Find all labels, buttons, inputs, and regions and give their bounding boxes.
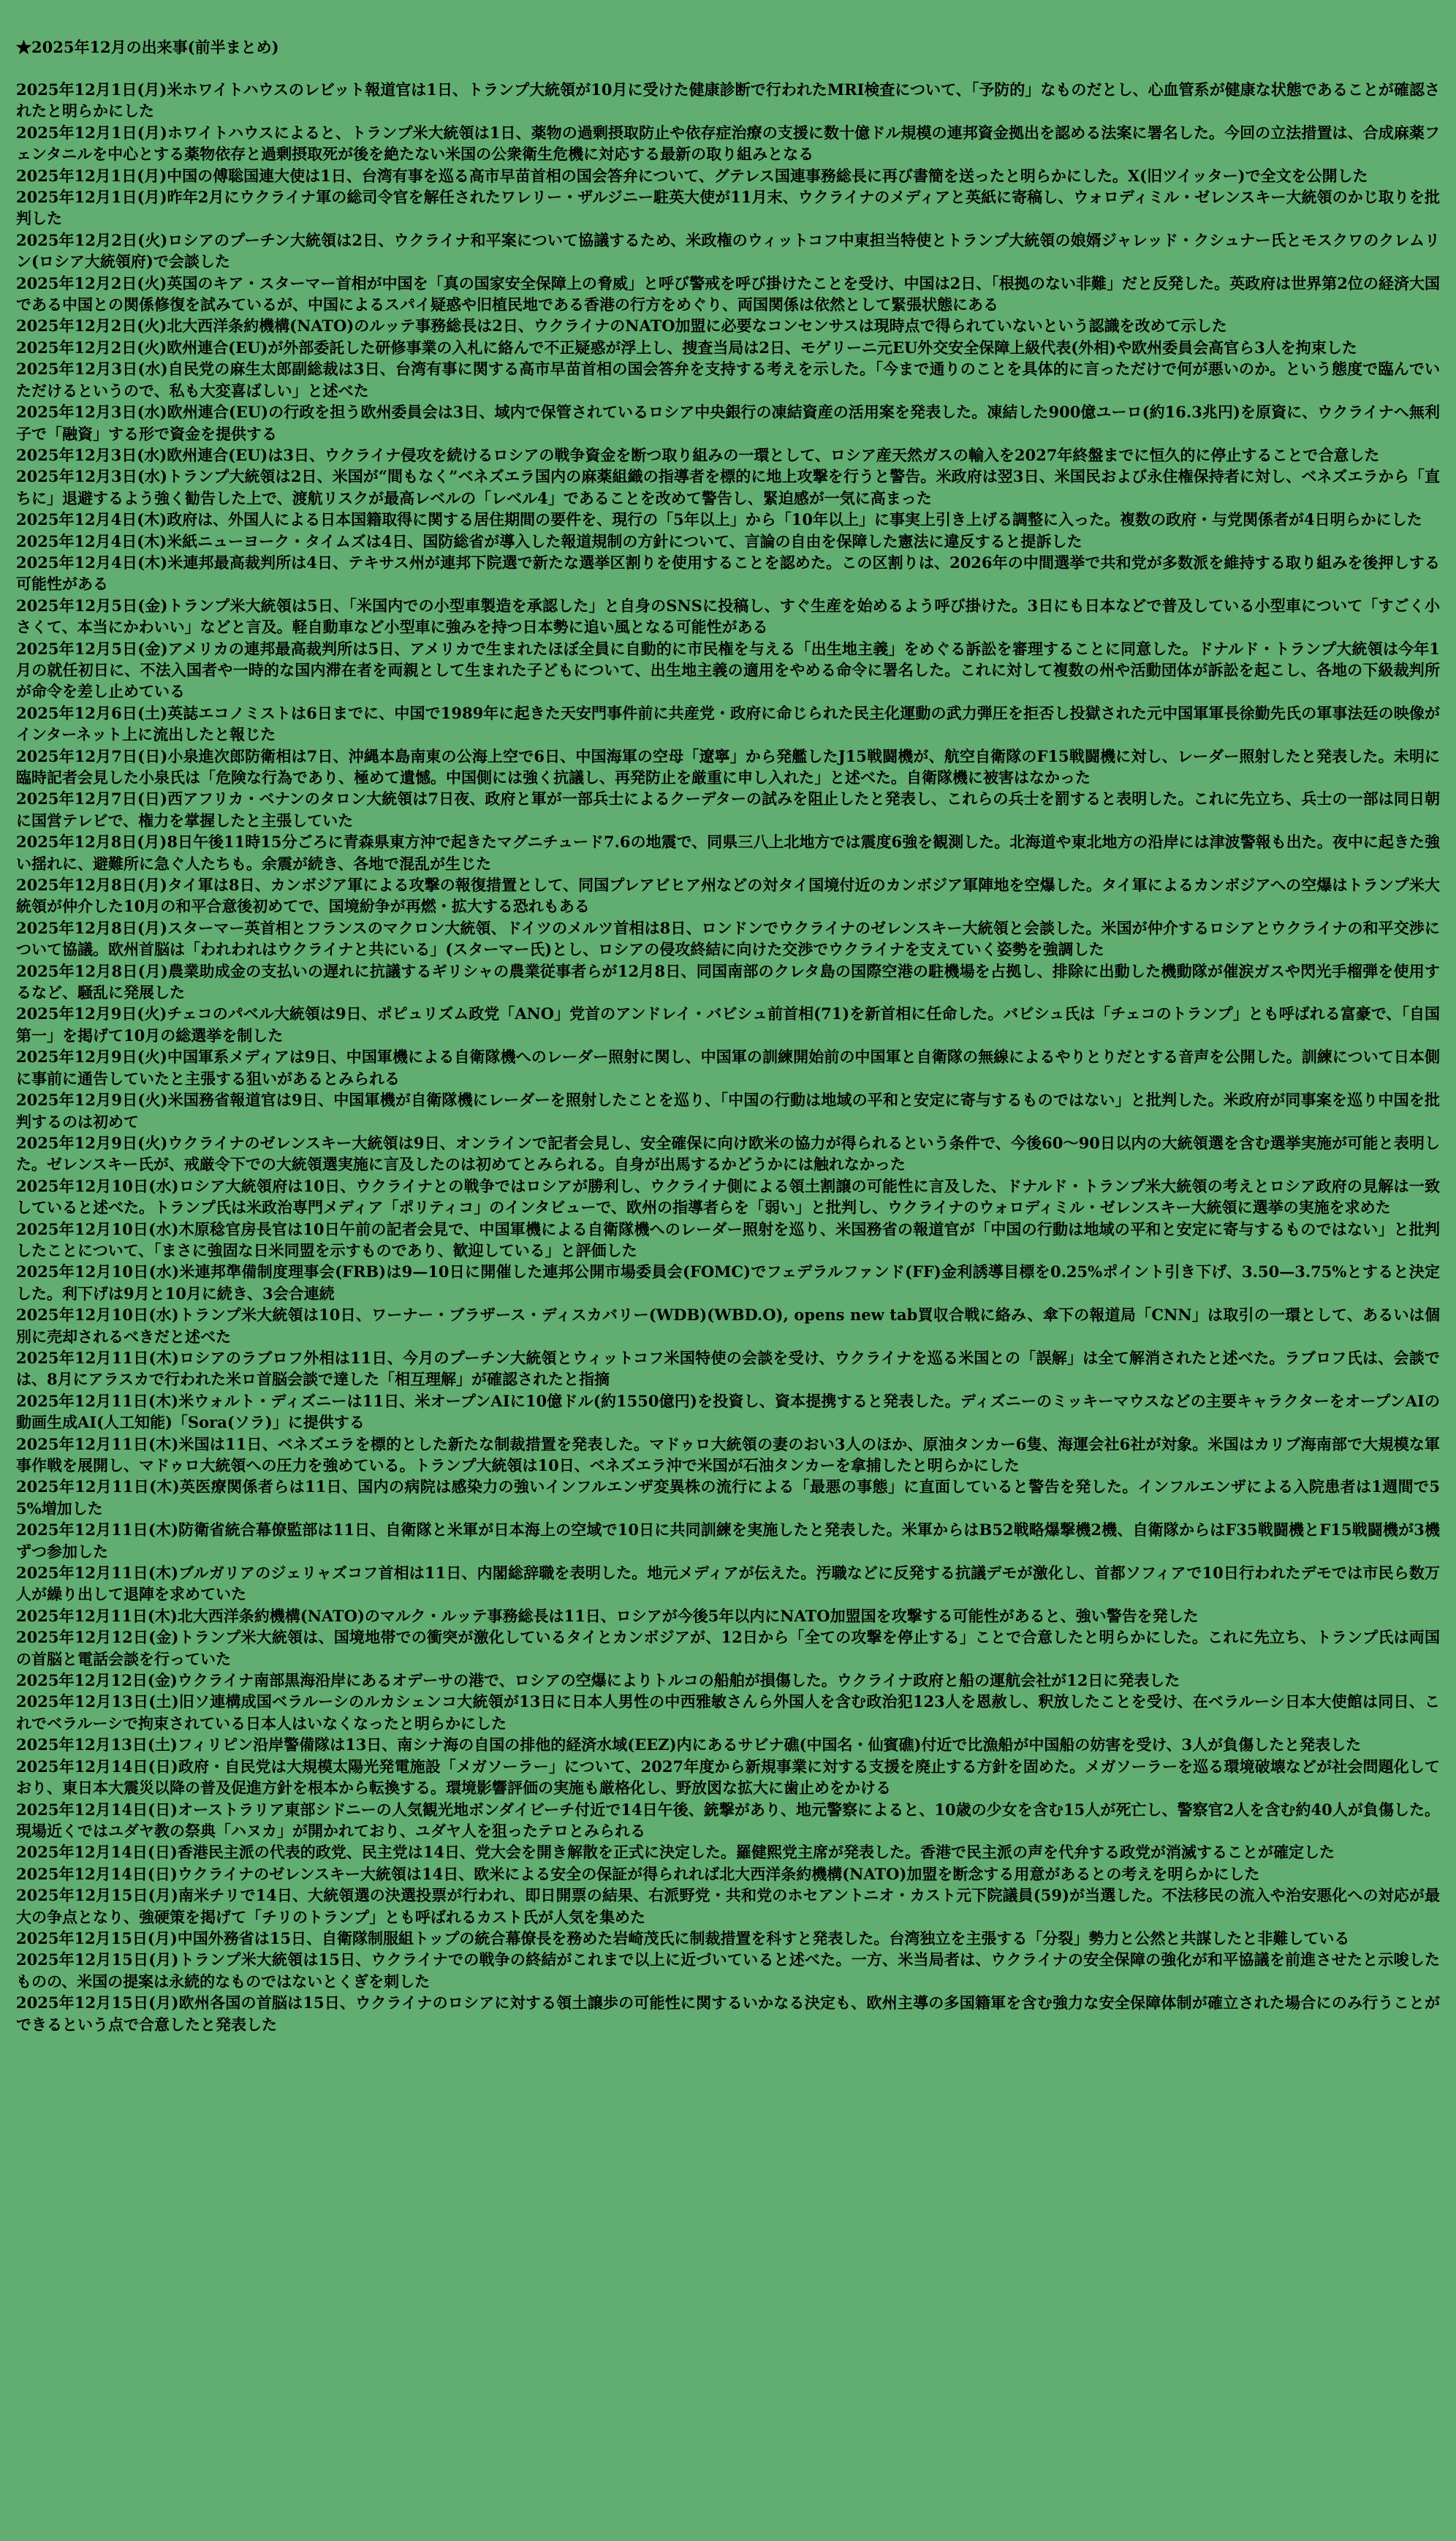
news-entry: 2025年12月10日(水)米連邦準備制度理事会(FRB)は9—10日に開催した連邦公開市場委員会(FOMC)でフェデラルファンド(FF)金利誘導目標を0.25%ポイント引き下げ、3.50—3.75%とすると決定した。利下げは9月と10月に続き、3会合連続 — [16, 1262, 1440, 1303]
news-entry: 2025年12月5日(金)トランプ米大統領は5日、「米国内での小型車製造を承認した」と自身のSNSに投稿し、すぐ生産を始めるよう呼び掛けた。3日にも日本などで普及している小型車について「すごく小さくて、本当にかわいい」などと言及。軽自動車など小型車に強みを持つ日本勢に追い風となる可能性がある — [16, 596, 1440, 637]
news-entry-list — [16, 79, 1440, 2035]
news-entry: 2025年12月2日(火)欧州連合(EU)が外部委託した研修事業の入札に絡んで不正疑惑が浮上し、捜査当局は2日、モゲリーニ元EU外交安全保障上級代表(外相)や欧州委員会高官ら3人を拘束した — [16, 338, 1357, 357]
news-entry: 2025年12月4日(木)政府は、外国人による日本国籍取得に関する居住期間の要件を、現行の「5年以上」から「10年以上」に事実上引き上げる調整に入った。複数の政府・与党関係者が4日明らかにした — [16, 510, 1422, 529]
news-entry: 2025年12月1日(月)中国の傅聡国連大使は1日、台湾有事を巡る高市早苗首相の国会答弁について、グテレス国連事務総長に再び書簡を送ったと明らかにした。X(旧ツイッター)で全文を公開した — [16, 166, 1368, 185]
news-entry: 2025年12月8日(月)8日午後11時15分ごろに青森県東方沖で起きたマグニチュード7.6の地震で、同県三八上北地方では震度6強を観測した。北海道や東北地方の沿岸には津波警報も出た。夜中に起きた強い揺れに、避難所に急ぐ人たちも。余震が続き、各地で混乱が生じた — [16, 833, 1440, 873]
news-entry: 2025年12月2日(火)英国のキア・スターマー首相が中国を「真の国家安全保障上の脅威」と呼び警戒を呼び掛けたことを受け、中国は2日、「根拠のない非難」だと反発した。英政府は世界第2位の経済大国である中国との関係修復を試みているが、中国によるスパイ疑惑や旧植民地である香港の行方をめぐり、両国関係は依然として緊張状態にある — [16, 273, 1440, 314]
news-entry: 2025年12月7日(日)西アフリカ・ベナンのタロン大統領は7日夜、政府と軍が一部兵士によるクーデターの試みを阻止したと発表し、これらの兵士を罰すると表明した。これに先立ち、兵士の一部は同日朝に国営テレビで、権力を掌握したと主張していた — [16, 789, 1440, 830]
news-entry: 2025年12月15日(月)南米チリで14日、大統領選の決選投票が行われ、即日開票の結果、右派野党・共和党のホセアントニオ・カスト元下院議員(59)が当選した。不法移民の流入や治安悪化への対応が最大の争点となり、強硬策を掲げて「チリのトランプ」とも呼ばれるカスト氏が人気を集めた — [16, 1886, 1440, 1926]
news-entry: 2025年12月15日(月)中国外務省は15日、自衛隊制服組トップの統合幕僚長を務めた岩崎茂氏に制裁措置を科すと発表した。台湾独立を主張する「分裂」勢力と公然と共謀したと非難している — [16, 1928, 1350, 1947]
news-entry: 2025年12月3日(水)欧州連合(EU)は3日、ウクライナ侵攻を続けるロシアの戦争資金を断つ取り組みの一環として、ロシア産天然ガスの輸入を2027年終盤までに恒久的に停止することで合意した — [16, 445, 1380, 464]
news-entry: 2025年12月2日(火)ロシアのプーチン大統領は2日、ウクライナ和平案について協議するため、米政権のウィットコフ中東担当特使とトランプ大統領の娘婿ジャレッド・クシュナー氏とモスクワのクレムリン(ロシア大統領府)で会談した — [16, 230, 1440, 271]
news-entry: 2025年12月3日(水)自民党の麻生太郎副総裁は3日、台湾有事に関する高市早苗首相の国会答弁を支持する考えを示した。「今まで通りのことを具体的に言っただけで何が悪いのか。という態度で臨んでいただけるというので、私も大変喜ばしい」と述べた — [16, 360, 1440, 400]
news-entry: 2025年12月11日(木)米ウォルト・ディズニーは11日、米オープンAIに10億ドル(約1550億円)を投資し、資本提携すると発表した。ディズニーのミッキーマウスなどの主要キャラクターをオープンAIの動画生成AI(人工知能)「Sora(ソラ)」に提供する — [16, 1391, 1440, 1432]
news-entry: 2025年12月11日(木)北大西洋条約機構(NATO)のマルク・ルッテ事務総長は11日、ロシアが今後5年以内にNATO加盟国を攻撃する可能性があると、強い警告を発した — [16, 1606, 1199, 1625]
news-entry: 2025年12月5日(金)アメリカの連邦最高裁判所は5日、アメリカで生まれたほぼ全員に自動的に市民権を与える「出生地主義」をめぐる訴訟を審理することに同意した。ドナルド・トランプ大統領は今年1月の就任初日に、不法入国者や一時的な国内滞在者を両親として生まれた子どもについて、出生地主義の適用をやめる命令に署名した。これに対して複数の州や活動団体が訴訟を起こし、各地の下級裁判所が命令を差し止めている — [16, 639, 1440, 701]
news-entry: 2025年12月14日(日)香港民主派の代表的政党、民主党は14日、党大会を開き解散を正式に決定した。羅健熙党主席が発表した。香港で民主派の声を代弁する政党が消滅することが確定した — [16, 1843, 1335, 1862]
news-entry: 2025年12月9日(火)中国軍系メディアは9日、中国軍機による自衛隊機へのレーダー照射に関し、中国軍の訓練開始前の中国軍と自衛隊の無線によるやりとりだとする音声を公開した。訓練について日本側に事前に通告していたと主張する狙いがあるとみられる — [16, 1048, 1440, 1088]
news-entry: 2025年12月6日(土)英誌エコノミストは6日までに、中国で1989年に起きた天安門事件前に共産党・政府に命じられた民主化運動の武力弾圧を拒否し投獄された元中国軍軍長徐勤先氏の軍事法廷の映像がインターネット上に流出したと報じた — [16, 703, 1440, 744]
news-entry: 2025年12月11日(木)米国は11日、ベネズエラを標的とした新たな制裁措置を発表した。マドゥロ大統領の妻のおい3人のほか、原油タンカー6隻、海運会社6社が対象。米国はカリブ海南部で大規模な軍事作戦を展開し、マドゥロ大統領への圧力を強めている。トランプ大統領は10日、ベネズエラ沖で米国が石油タンカーを拿捕したと明らかにした — [16, 1434, 1440, 1474]
page-title: ★2025年12月の出来事(前半まとめ) — [16, 38, 279, 56]
news-entry: 2025年12月13日(土)フィリピン沿岸警備隊は13日、南シナ海の自国の排他的経済水域(EEZ)内にあるサビナ礁(中国名・仙賓礁)付近で比漁船が中国船の妨害を受け、3人が負傷したと発表した — [16, 1735, 1362, 1754]
news-entry: 2025年12月10日(水)木原稔官房長官は10日午前の記者会見で、中国軍機による自衛隊機へのレーダー照射を巡り、米国務省の報道官が「中国の行動は地域の平和と安定に寄与するものではない」と批判したことについて、「まさに強固な日米同盟を示すものであり、歓迎している」と評価した — [16, 1219, 1440, 1260]
news-entry: 2025年12月7日(日)小泉進次郎防衛相は7日、沖縄本島南東の公海上空で6日、中国海軍の空母「遼寧」から発艦したJ15戦闘機が、航空自衛隊のF15戦闘機に対し、レーダー照射したと発表した。未明に臨時記者会見した小泉氏は「危険な行為であり、極めて遺憾。中国側には強く抗議し、再発防止を厳重に申し入れた」と述べた。自衛隊機に被害はなかった — [16, 746, 1440, 787]
news-entry: 2025年12月14日(日)オーストラリア東部シドニーの人気観光地ボンダイビーチ付近で14日午後、銃撃があり、地元警察によると、10歳の少女を含む15人が死亡し、警察官2人を含む約40人が負傷した。現場近くではユダヤ教の祭典「ハヌカ」が開かれており、ユダヤ人を狙ったテロとみられる — [16, 1800, 1440, 1840]
news-entry: 2025年12月1日(月)米ホワイトハウスのレビット報道官は1日、トランプ大統領が10月に受けた健康診断で行われたMRI検査について、「予防的」なものだとし、心血管系が健康な状態であることが確認されたと明らかにした — [16, 80, 1440, 121]
news-entry: 2025年12月8日(月)農業助成金の支払いの遅れに抗議するギリシャの農業従事者らが12月8日、同国南部のクレタ島の国際空港の駐機場を占拠し、排除に出動した機動隊が催涙ガスや閃光手榴弾を使用するなど、騒乱に発展した — [16, 961, 1440, 1002]
news-entry: 2025年12月3日(水)欧州連合(EU)の行政を担う欧州委員会は3日、域内で保管されているロシア中央銀行の凍結資産の活用案を発表した。凍結した900億ユーロ(約16.3兆円)を原資に、ウクライナへ無利子で「融資」する形で資金を提供する — [16, 403, 1440, 443]
news-entry: 2025年12月15日(月)トランプ米大統領は15日、ウクライナでの戦争の終結がこれまで以上に近づいていると述べた。一方、米当局者は、ウクライナの安全保障の強化が和平協議を前進させたと示唆したものの、米国の提案は永続的なものではないとくぎを刺した — [16, 1950, 1440, 1991]
news-entry: 2025年12月11日(木)ブルガリアのジェリャズコフ首相は11日、内閣総辞職を表明した。地元メディアが伝えた。汚職などに反発する抗議デモが激化し、首都ソフィアで10日行われたデモでは市民ら数万人が繰り出して退陣を求めていた — [16, 1564, 1440, 1604]
news-entry: 2025年12月12日(金)ウクライナ南部黒海沿岸にあるオデーサの港で、ロシアの空爆によりトルコの船舶が損傷した。ウクライナ政府と船の運航会社が12日に発表した — [16, 1671, 1180, 1690]
news-entry: 2025年12月9日(火)米国務省報道官は9日、中国軍機が自衛隊機にレーダーを照射したことを巡り、「中国の行動は地域の平和と安定に寄与するものではない」と批判した。米政府が同事案を巡り中国を批判するのは初めて — [16, 1091, 1440, 1131]
news-entry: 2025年12月11日(木)防衛省統合幕僚監部は11日、自衛隊と米軍が日本海上の空域で10日に共同訓練を実施したと発表した。米軍からはB52戦略爆撃機2機、自衛隊からはF35戦闘機とF15戦闘機が3機ずつ参加した — [16, 1521, 1440, 1561]
news-entry: 2025年12月9日(火)ウクライナのゼレンスキー大統領は9日、オンラインで記者会見し、安全確保に向け欧米の協力が得られるという条件で、今後60〜90日以内の大統領選を含む選挙実施が可能と表明した。ゼレンスキー氏が、戒厳令下での大統領選実施に言及したのは初めてとみられる。自身が出馬するかどうかには触れなかった — [16, 1133, 1440, 1174]
news-entry: 2025年12月10日(水)ロシア大統領府は10日、ウクライナとの戦争ではロシアが勝利し、ウクライナ側による領土割譲の可能性に言及した、ドナルド・トランプ米大統領の考えとロシア政府の見解は一致していると述べた。トランプ氏は米政治専門メディア「ポリティコ」のインタビューで、欧州の指導者らを「弱い」と批判し、ウクライナのウォロディミル・ゼレンスキー大統領に選挙の実施を求めた — [16, 1176, 1440, 1217]
news-entry: 2025年12月3日(水)トランプ大統領は2日、米国が“間もなく”ベネズエラ国内の麻薬組織の指導者を標的に地上攻撃を行うと警告。米政府は翌3日、米国民および永住権保持者に対し、ベネズエラから「直ちに」退避するよう強く勧告した上で、渡航リスクが最高レベルの「レベル4」であることを改めて警告し、緊迫感が一気に高まった — [16, 467, 1440, 507]
news-entry: 2025年12月11日(木)英医療関係者らは11日、国内の病院は感染力の強いインフルエンザ変異株の流行による「最悪の事態」に直面していると警告を発した。インフルエンザによる入院患者は1週間で55%増加した — [16, 1477, 1440, 1518]
news-entry: 2025年12月15日(月)欧州各国の首脳は15日、ウクライナのロシアに対する領土譲歩の可能性に関するいかなる決定も、欧州主導の多国籍軍を含む強力な安全保障体制が確立された場合にのみ行うことができるという点で合意したと発表した — [16, 1993, 1440, 2034]
news-entry: 2025年12月14日(日)政府・自民党は大規模太陽光発電施設「メガソーラー」について、2027年度から新規事業に対する支援を廃止する方針を固めた。メガソーラーを巡る環境破壊などが社会問題化しており、東日本大震災以降の普及促進方針を根本から転換する。環境影響評価の実施も厳格化し、野放図な拡大に歯止めをかける — [16, 1757, 1440, 1798]
news-entry: 2025年12月8日(月)タイ軍は8日、カンボジア軍による攻撃の報復措置として、同国プレアビヒア州などの対タイ国境付近のカンボジア軍陣地を空爆した。タイ軍によるカンボジアへの空爆はトランプ米大統領が仲介した10月の和平合意後初めてで、国境紛争が再燃・拡大する恐れもある — [16, 876, 1440, 916]
news-entry: 2025年12月13日(土)旧ソ連構成国ベラルーシのルカシェンコ大統領が13日に日本人男性の中西雅敏さんら外国人を含む政治犯123人を恩赦し、釈放したことを受け、在ベラルーシ日本大使館は同日、これでベラルーシで拘束されている日本人はいなくなったと明らかにした — [16, 1692, 1440, 1732]
news-entry: 2025年12月9日(火)チェコのパベル大統領は9日、ポピュリズム政党「ANO」党首のアンドレイ・バビシュ前首相(71)を新首相に任命した。バビシュ氏は「チェコのトランプ」とも呼ばれる富豪で、「自国第一」を掲げて10月の総選挙を制した — [16, 1004, 1440, 1045]
news-entry: 2025年12月8日(月)スターマー英首相とフランスのマクロン大統領、ドイツのメルツ首相は8日、ロンドンでウクライナのゼレンスキー大統領と会談した。米国が仲介するロシアとウクライナの和平交渉について協議。欧州首脳は「われわれはウクライナと共にいる」(スターマー氏)とし、ロシアの侵攻終結に向けた交渉でウクライナを支えていく姿勢を強調した — [16, 918, 1440, 959]
news-entry: 2025年12月11日(木)ロシアのラブロフ外相は11日、今月のプーチン大統領とウィットコフ米国特使の会談を受け、ウクライナを巡る米国との「誤解」は全て解消されたと述べた。ラブロフ氏は、会談では、8月にアラスカで行われた米ロ首脳会談で達した「相互理解」が確認されたと指摘 — [16, 1348, 1440, 1389]
news-entry: 2025年12月1日(月)昨年2月にウクライナ軍の総司令官を解任されたワレリー・ザルジニー駐英大使が11月末、ウクライナのメディアと英紙に寄稿し、ウォロディミル・ゼレンスキー大統領のかじ取りを批判した — [16, 188, 1440, 228]
news-entry: 2025年12月14日(日)ウクライナのゼレンスキー大統領は14日、欧米による安全の保証が得られれば北大西洋条約機構(NATO)加盟を断念する用意があるとの考えを明らかにした — [16, 1864, 1260, 1883]
news-entry: 2025年12月4日(木)米連邦最高裁判所は4日、テキサス州が連邦下院選で新たな選挙区割りを使用することを認めた。この区割りは、2026年の中間選挙で共和党が多数派を維持する取り組みを後押しする可能性がある — [16, 553, 1440, 594]
news-entry: 2025年12月4日(木)米紙ニューヨーク・タイムズは4日、国防総省が導入した報道規制の方針について、言論の自由を保障した憲法に違反すると提訴した — [16, 531, 1082, 550]
news-entry: 2025年12月12日(金)トランプ米大統領は、国境地帯での衝突が激化しているタイとカンボジアが、12日から「全ての攻撃を停止する」ことで合意したと明らかにした。これに先立ち、トランプ氏は両国の首脳と電話会談を行っていた — [16, 1628, 1440, 1668]
news-entry: 2025年12月2日(火)北大西洋条約機構(NATO)のルッテ事務総長は2日、ウクライナのNATO加盟に必要なコンセンサスは現時点で得られていないという認識を改めて示した — [16, 317, 1227, 336]
news-entry: 2025年12月1日(月)ホワイトハウスによると、トランプ米大統領は1日、薬物の過剰摂取防止や依存症治療の支援に数十億ドル規模の連邦資金拠出を認める法案に署名した。今回の立法措置は、合成麻薬フェンタニルを中心とする薬物依存と過剰摂取死が後を絶たない米国の公衆衛生危機に対応する最新の取り組みとなる — [16, 123, 1440, 164]
news-entry: 2025年12月10日(水)トランプ米大統領は10日、ワーナー・ブラザース・ディスカバリー(WDB)(WBD.O), opens new tab買収合戦に絡み、傘下の報道局「CNN」は取引の一環として、あるいは個別に売却されるべきだと述べた — [16, 1306, 1440, 1346]
